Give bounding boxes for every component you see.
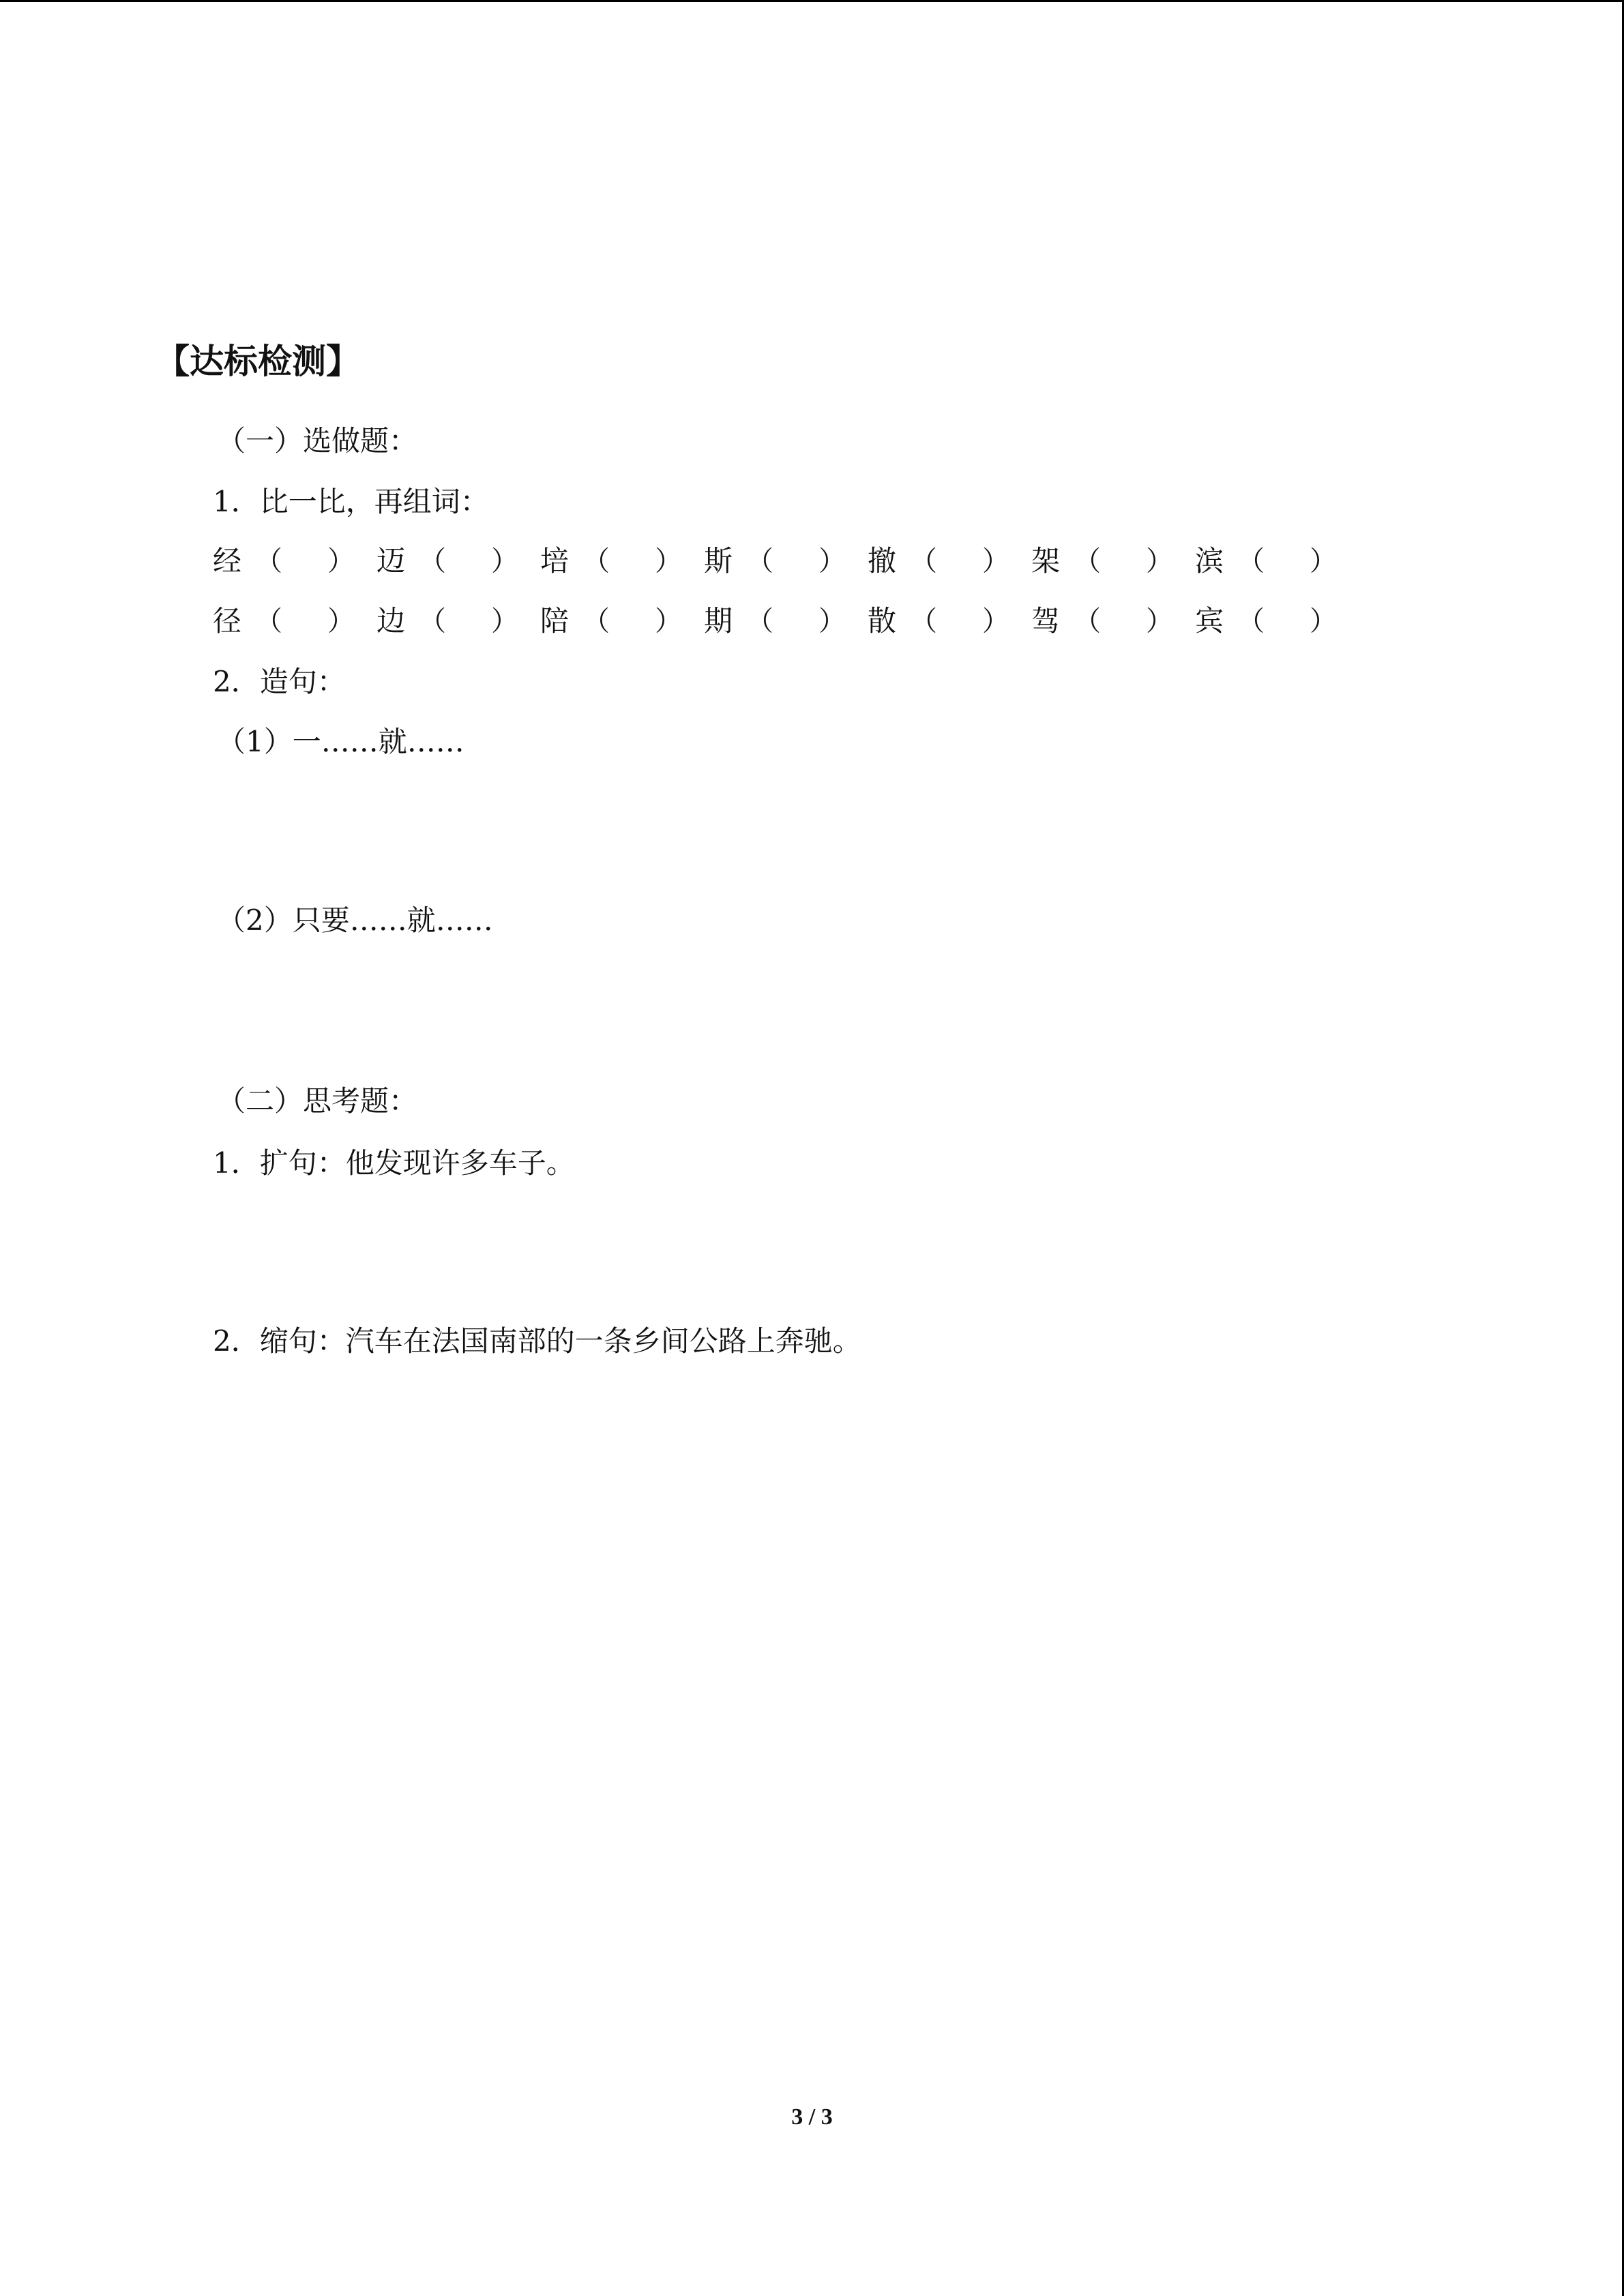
answer-paren-open: （ xyxy=(910,546,937,577)
compare-char: 斯 xyxy=(704,544,733,578)
answer-paren-close: ） xyxy=(982,546,1009,577)
sentence-item-1: （1）一……就…… xyxy=(217,725,464,758)
answer-paren-open: （ xyxy=(1237,606,1265,637)
compare-char: 散 xyxy=(868,604,897,638)
answer-paren-open: （ xyxy=(746,546,773,577)
answer-paren-open: （ xyxy=(419,606,446,637)
compare-char: 滨 xyxy=(1195,544,1224,578)
compare-char: 宾 xyxy=(1195,604,1224,638)
compare-char: 陪 xyxy=(540,604,570,638)
answer-paren-close: ） xyxy=(982,606,1009,637)
answer-paren-close: ） xyxy=(1146,546,1173,577)
compare-char: 培 xyxy=(540,544,570,578)
part-two-label: （二）思考题： xyxy=(217,1084,418,1118)
answer-paren-open: （ xyxy=(910,606,937,637)
part-one-label: （一）选做题： xyxy=(217,424,418,458)
compare-char: 期 xyxy=(704,604,733,638)
answer-paren-open: （ xyxy=(1074,546,1101,577)
answer-paren-close: ） xyxy=(491,546,518,577)
sentence-item-2: （2）只要……就…… xyxy=(217,904,493,937)
answer-paren-close: ） xyxy=(491,606,518,637)
section-title: 【达标检测】 xyxy=(156,342,360,381)
answer-paren-close: ） xyxy=(1310,606,1337,637)
answer-paren-close: ） xyxy=(655,606,682,637)
question-1-label: 1．比一比，再组词： xyxy=(213,485,489,518)
compare-char: 架 xyxy=(1031,544,1061,578)
answer-paren-open: （ xyxy=(419,546,446,577)
answer-paren-open: （ xyxy=(255,546,282,577)
answer-paren-close: ） xyxy=(655,546,682,577)
answer-paren-close: ） xyxy=(1146,606,1173,637)
question-2-label: 2．造句： xyxy=(213,665,346,698)
compare-char: 径 xyxy=(213,604,242,638)
answer-paren-close: ） xyxy=(818,606,846,637)
compare-char: 撤 xyxy=(868,544,897,578)
answer-paren-close: ） xyxy=(818,546,846,577)
answer-paren-open: （ xyxy=(746,606,773,637)
answer-paren-open: （ xyxy=(582,546,610,577)
answer-paren-open: （ xyxy=(255,606,282,637)
expand-sentence-question: 1．扩句：他发现许多车子。 xyxy=(213,1146,575,1180)
compare-char: 边 xyxy=(377,604,406,638)
answer-paren-close: ） xyxy=(327,546,355,577)
compare-char: 迈 xyxy=(377,544,406,578)
answer-paren-open: （ xyxy=(582,606,610,637)
page-number: 3 / 3 xyxy=(791,2104,833,2130)
top-border-line xyxy=(0,0,1624,2)
answer-paren-open: （ xyxy=(1237,546,1265,577)
compare-char: 驾 xyxy=(1031,604,1061,638)
answer-paren-close: ） xyxy=(1310,546,1337,577)
shorten-sentence-question: 2．缩句：汽车在法国南部的一条乡间公路上奔驰。 xyxy=(213,1324,861,1358)
compare-char: 经 xyxy=(213,544,242,578)
answer-paren-open: （ xyxy=(1074,606,1101,637)
answer-paren-close: ） xyxy=(327,606,355,637)
